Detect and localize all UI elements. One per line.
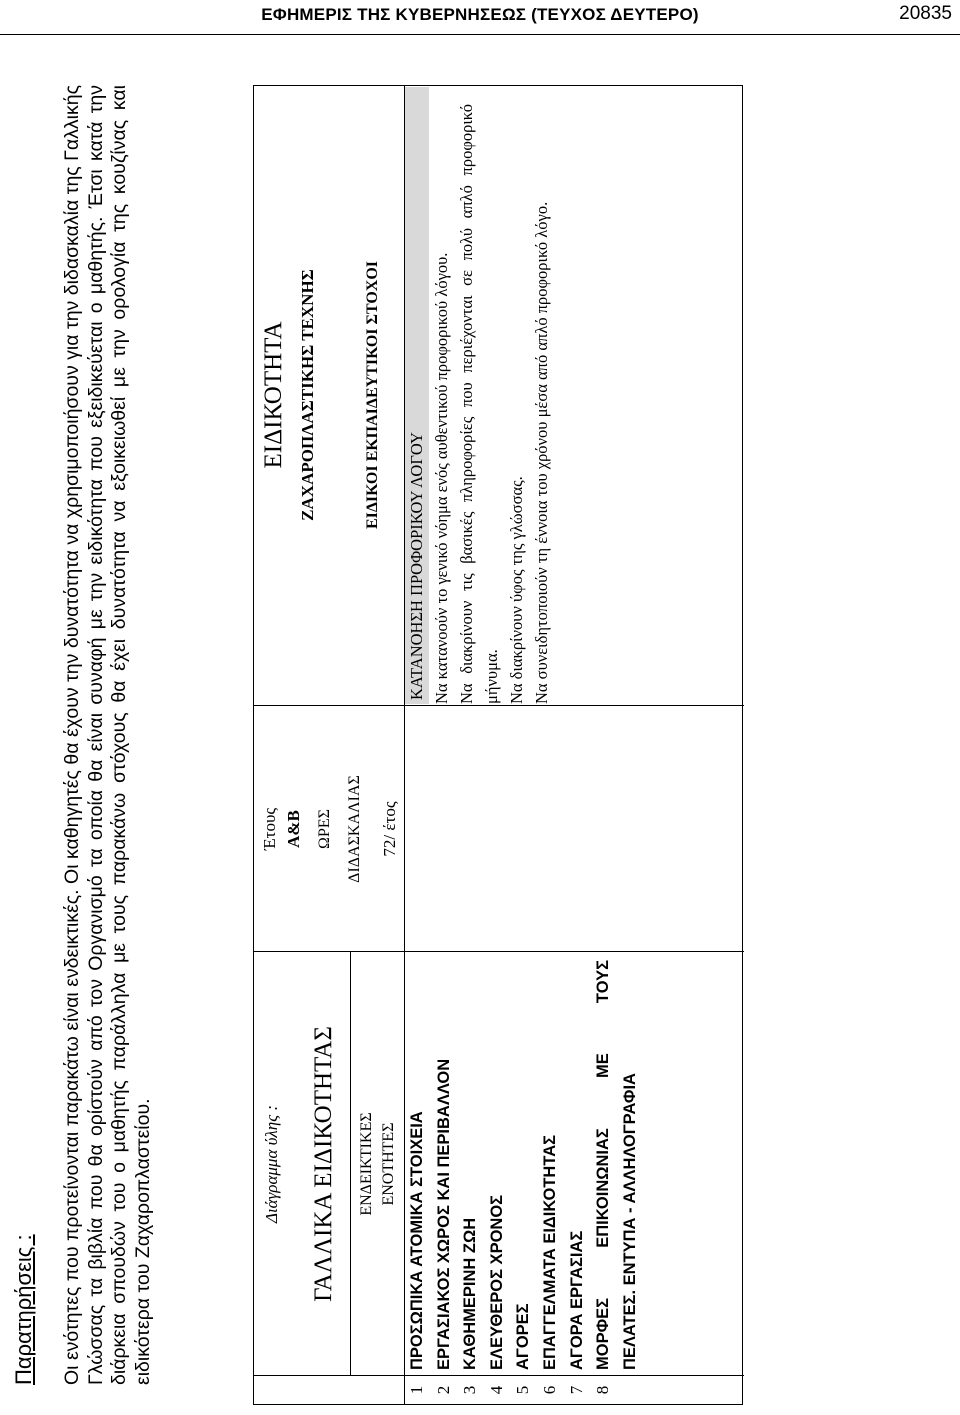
- subject-title: ΓΑΛΛΙΚΑ ΕΙΔΙΚΟΤΗΤΑΣ: [310, 1026, 337, 1302]
- unit-number: 6: [539, 1385, 559, 1395]
- goals-label: ΕΙΔΙΚΟΙ ΕΚΠΑΙΔΕΥΤΙΚΟΙ ΣΤΟΧΟΙ: [364, 260, 381, 530]
- hours-value: 72/ έτος: [380, 801, 399, 857]
- syllabus-label: Διάγραμμα ύλης :: [262, 1104, 281, 1224]
- goals-heading-bar: [405, 87, 429, 704]
- observations-paragraph: Οι ενότητες που προτείνονται παρακάτω είναι ενδεικτικές. Οι καθηγητές θα έχουν την δυνατότητα να χρησιμοποιήσουν για την διδασκαλία της Γαλλικής Γλώσσας τα βιβλία που θα ορίστούν από τον Οργανισμό τα οποία θα είναι συναφή με την ειδικότητα που εξειδικεύεται ο μαθητής. Έτσι κατά την διάρκεια σπουδών του ο μαθητής παράλληλα με τους παρακάνω στόχους θα έχει δυνατότητα να εξοικειωθεί με την ορολογία της κουζίνας και ειδικότερα του Ζαχαροπλαστείου.: [61, 85, 154, 1385]
- unit-item: ΑΓΟΡΕΣ: [514, 1303, 533, 1370]
- unit-item: ΕΛΕΥΘΕΡΟΣ ΧΡΟΝΟΣ: [487, 1194, 506, 1370]
- unit-item: ΑΓΟΡΑ ΕΡΓΑΣΙΑΣ: [567, 1230, 586, 1370]
- hours-label: ΩΡΕΣ: [316, 809, 333, 849]
- unit-number: 3: [460, 1385, 480, 1395]
- unit-numbers: [404, 1376, 617, 1404]
- unit-item-continuation: ΠΕΛΑΤΕΣ. ΕΝΤΥΠΑ - ΑΛΛΗΛΟΓΡΑΦΙΑ: [620, 1073, 639, 1370]
- year-label: Έτους: [260, 807, 279, 851]
- goal-item: Να συνειδητοποιούν τη έννοια του χρόνου μέσα από απλό προφορικό λόγο.: [532, 201, 551, 704]
- units-list: [404, 960, 643, 1370]
- unit-number: 5: [513, 1385, 533, 1395]
- rotated-content: [5, 45, 755, 1415]
- unit-number: 4: [486, 1385, 506, 1395]
- observations-title: Παρατηρήσεις :: [11, 1234, 36, 1385]
- unit-item: ΚΑΘΗΜΕΡΙΝΗ ΖΩΗ: [461, 1217, 480, 1370]
- goal-item: Να διακρίνουν τις βασικές πληροφορίες που περιέχονται σε πολύ απλό προφορικό μήνυμα.: [457, 104, 501, 704]
- unit-number: 7: [566, 1385, 586, 1395]
- unit-item: ΠΡΟΣΩΠΙΚΑ ΑΤΟΜΙΚΑ ΣΤΟΙΧΕΙΑ: [408, 1111, 426, 1370]
- teaching-label: ΔΙΔΑΣΚΑΛΙΑΣ: [346, 775, 363, 883]
- goals-list: [429, 104, 554, 704]
- units-label: ΕΝΟΤΗΤΕΣ: [380, 1122, 397, 1206]
- goals-heading: ΚΑΤΑΝΟΗΣΗ ΠΡΟΦΟΡΙΚΟΥ ΛΟΓΟΥ: [407, 432, 426, 700]
- goal-item: Να διακρίνουν ύφος της γλώσσας.: [507, 476, 526, 704]
- unit-number: 1: [407, 1385, 426, 1395]
- page-header: [0, 0, 960, 35]
- indicative-label: ΕΝΔΕΙΚΤΙΚΕΣ: [358, 1112, 375, 1216]
- unit-item: ΕΡΓΑΣΙΑΚΟΣ ΧΩΡΟΣ ΚΑΙ ΠΕΡΙΒΑΛΛΟΝ: [434, 1058, 453, 1370]
- unit-item: ΜΟΡΦΕΣ ΕΠΙΚΟΙΝΩΝΙΑΣ ΜΕ ΤΟΥΣ: [594, 960, 613, 1370]
- unit-number: 8: [593, 1385, 613, 1395]
- unit-number: 2: [433, 1385, 453, 1395]
- syllabus-table: [253, 85, 743, 1405]
- specialty-label: ΕΙΔΙΚΟΤΗΤΑ: [260, 321, 287, 469]
- goal-item: Να κατανοούν το γενικό νόημα ενός αυθεντικού προφορικού λόγου.: [432, 252, 451, 704]
- specialty-value: ΖΑΧΑΡΟΠΛΑΣΤΙΚΗΣ ΤΕΧΝΗΣ: [298, 269, 317, 521]
- page-number: 20835: [899, 3, 952, 24]
- gazette-title: ΕΦΗΜΕΡΙΣ ΤΗΣ ΚΥΒΕΡΝΗΣΕΩΣ (ΤΕΥΧΟΣ ΔΕΥΤΕΡΟ): [261, 5, 699, 24]
- unit-item: ΕΠΑΓΓΕΛΜΑΤΑ ΕΙΔΙΚΟΤΗΤΑΣ: [540, 1134, 559, 1370]
- year-value: Α&Β: [284, 810, 303, 848]
